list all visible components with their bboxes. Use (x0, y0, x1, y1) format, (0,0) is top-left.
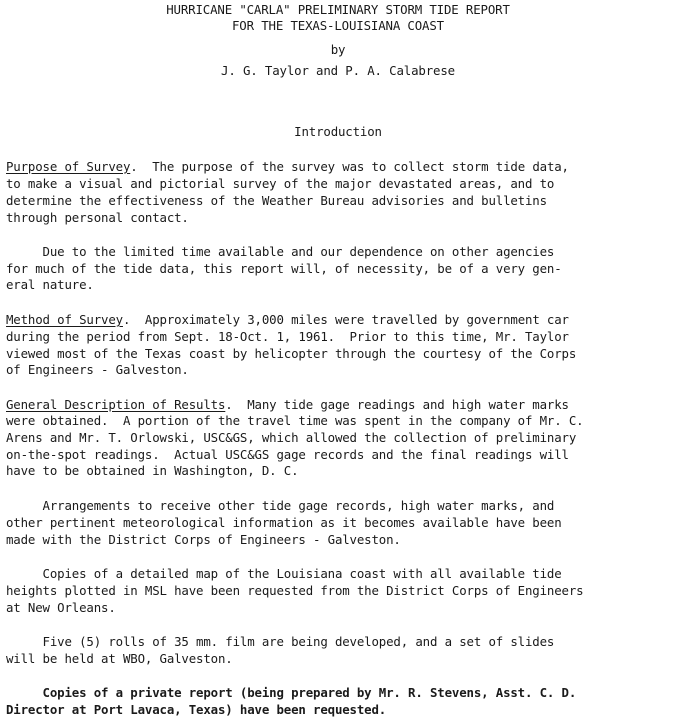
p6-line-3: at New Orleans. (6, 600, 116, 615)
byline-by: by (330, 42, 346, 57)
p1-line-2: to make a visual and pictorial survey of the major devastated areas, and to (6, 176, 555, 191)
p1-line-1 (6, 159, 569, 175)
p4-line-4: on-the-spot readings. Actual USC&GS gage records and the final readings will (6, 447, 569, 462)
p4-line-1 (6, 397, 569, 413)
p4-line-5: have to be obtained in Washington, D. C. (6, 463, 299, 478)
p4-line-3: Arens and Mr. T. Orlowski, USC&GS, which allowed the collection of preliminary (6, 430, 577, 445)
authors: J. G. Taylor and P. A. Calabrese (221, 63, 455, 78)
p3-line-2: during the period from Sept. 18-Oct. 1, 1961. Prior to this time, Mr. Taylor (6, 329, 569, 344)
p2-line-1: Due to the limited time available and our dependence on other agencies (6, 244, 555, 259)
p5-line-2: other pertinent meteorological information as it becomes available have been (6, 515, 562, 530)
report-title-line-2: FOR THE TEXAS-LOUISIANA COAST (232, 18, 444, 33)
p7-line-2: will be held at WBO, Galveston. (6, 651, 233, 666)
p5-line-1: Arrangements to receive other tide gage records, high water marks, and (6, 498, 555, 513)
purpose-of-survey-heading: Purpose of Survey (6, 159, 131, 174)
introduction-heading: Introduction (294, 124, 382, 139)
p6-line-1: Copies of a detailed map of the Louisiana coast with all available tide (6, 566, 562, 581)
p6-line-2: heights plotted in MSL have been requested from the District Corps of Engineers (6, 583, 584, 598)
method-of-survey-heading: Method of Survey (6, 312, 123, 327)
p7-line-1: Five (5) rolls of 35 mm. film are being developed, and a set of slides (6, 634, 555, 649)
p1-line-4: through personal contact. (6, 210, 189, 225)
p5-line-3: made with the District Corps of Engineers - Galveston. (6, 532, 401, 547)
p3-line-4: of Engineers - Galveston. (6, 362, 189, 377)
report-title-line-1: HURRICANE "CARLA" PRELIMINARY STORM TIDE REPORT (166, 2, 510, 17)
general-description-heading: General Description of Results (6, 397, 226, 412)
p1-line-3: determine the effectiveness of the Weather Bureau advisories and bulletins (6, 193, 547, 208)
p3-line-1 (6, 312, 569, 328)
p3-line-1-text: . Approximately 3,000 miles were travelled by government car (122, 312, 569, 327)
p4-line-1-text: . Many tide gage readings and high water marks (225, 397, 569, 412)
p2-line-3: eral nature. (6, 277, 94, 292)
p3-line-3: viewed most of the Texas coast by helicopter through the courtesy of the Corps (6, 346, 577, 361)
p8-line-2: Director at Port Lavaca, Texas) have been requested. (6, 702, 387, 717)
p4-line-2: were obtained. A portion of the travel time was spent in the company of Mr. C. (6, 413, 584, 428)
p2-line-2: for much of the tide data, this report will, of necessity, be of a very gen- (6, 261, 562, 276)
p8-line-1: Copies of a private report (being prepared by Mr. R. Stevens, Asst. C. D. (6, 685, 577, 700)
p1-line-1-text: . The purpose of the survey was to collect storm tide data, (130, 159, 569, 174)
